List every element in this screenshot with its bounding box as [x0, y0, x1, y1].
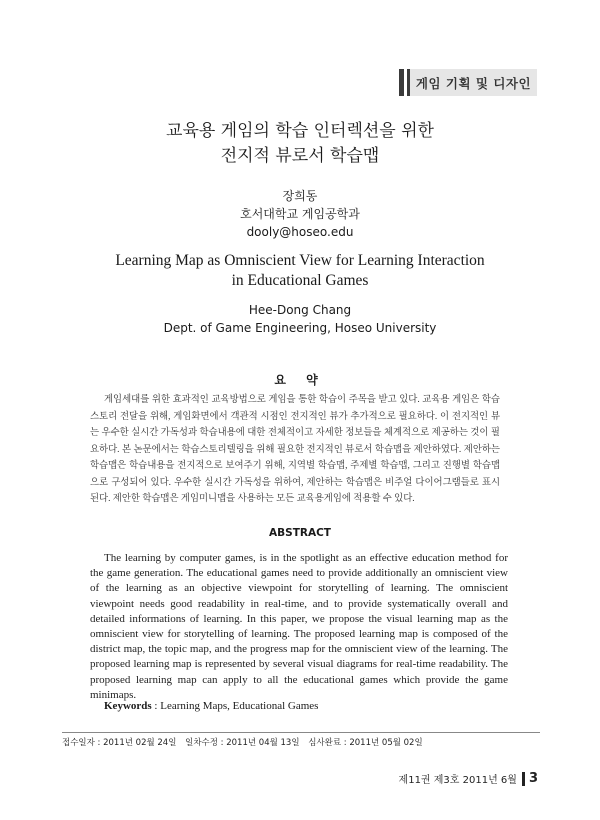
date-revised: 일차수정 : 2011년 04월 13일: [185, 738, 300, 748]
date-received: 접수일자 : 2011년 02월 24일: [62, 738, 177, 748]
title-korean: [0, 119, 600, 169]
title-ko-line2: 전지적 뷰로서 학습맵: [220, 146, 380, 166]
submission-dates: [62, 736, 429, 748]
page-number: 3: [528, 771, 538, 786]
keywords: Keywords : Learning Maps, Educational Games: [104, 700, 319, 712]
abstract-en-heading: ABSTRACT: [269, 527, 331, 539]
section-tag: [399, 69, 537, 96]
author-email: dooly@hoseo.edu: [246, 225, 354, 239]
footer-bar: [522, 772, 525, 786]
keywords-value: Learning Maps, Educational Games: [160, 700, 319, 712]
keywords-label: Keywords: [104, 700, 152, 712]
divider: [62, 732, 540, 733]
author-name-ko: 장희동: [282, 189, 318, 203]
author-name-en: Hee-Dong Chang: [248, 303, 352, 317]
page-footer: [399, 771, 538, 786]
author-affiliation-en: Dept. of Game Engineering, Hoseo University: [163, 321, 437, 335]
title-english: Learning Map as Omniscient View for Learning Interaction in Educational Games: [115, 252, 485, 289]
date-accepted: 심사완료 : 2011년 05월 02일: [308, 738, 423, 748]
author-korean: [0, 187, 600, 241]
author-english: [0, 301, 600, 337]
abstract-ko-heading: 요 약: [274, 373, 326, 387]
abstract-ko-text: 게임세대를 위한 효과적인 교육방법으로 게임을 통한 학습이 주목을 받고 있다. 교육용 게임은 학습 스토리 전달을 위해, 게임화면에서 객관적 시점인 전지적인 뷰가 추가적으로 필요하다. 이 전지적인 뷰는 우수한 실시간 가독성과 학습내용에 대한 전체적이고 자세한 정보들을 체계적으로 제공하는 것이 필요하다. 본 논문에서는 학습스토리텔링을 위해 필요한 전지적인 뷰로서 학습맵을 제안하였다. 제안하는 학습맵은 학습내용을 전지적으로 보여주기 위해, 지역별 학습맵, 주제별 학습맵, 그리고 진행별 학습맵으로 구성되어 있다. 우수한 실시간 가독성을 위하여, 제안하는 학습맵은 비주얼 다이어그램들로 표시된다. 제안한 학습맵은 게임미니맵을 사용하는 모든 교육용게임에 적용할 수 있다.: [90, 395, 500, 504]
abstract-en-text: The learning by computer games, is in the spotlight as an effective education method for the game generation. The educational games need to provide additionally an omniscient view of the learning as an objective viewpoint for storytelling of learning. The omniscient viewpoint needs good readability in real-time, and to provide systematically overall and detailed informations of learning. In this paper, we propose the visual learning map as the omniscient view for storytelling of learning. The proposed learning map is composed of the district map, the topic map, and the progress map for the omniscient view of the learning. The proposed learning map is represented by several visual diagrams for real-time readability. The proposed learning map can apply to all the educational games which provide the game minimaps.: [90, 552, 508, 701]
author-affiliation-ko: 호서대학교 게임공학과: [240, 207, 360, 221]
section-label: 게임 기획 및 디자인: [410, 69, 537, 96]
title-ko-line1: 교육용 게임의 학습 인터렉션을 위한: [166, 121, 434, 141]
issue-info: 제11권 제3호 2011년 6월: [398, 775, 517, 786]
